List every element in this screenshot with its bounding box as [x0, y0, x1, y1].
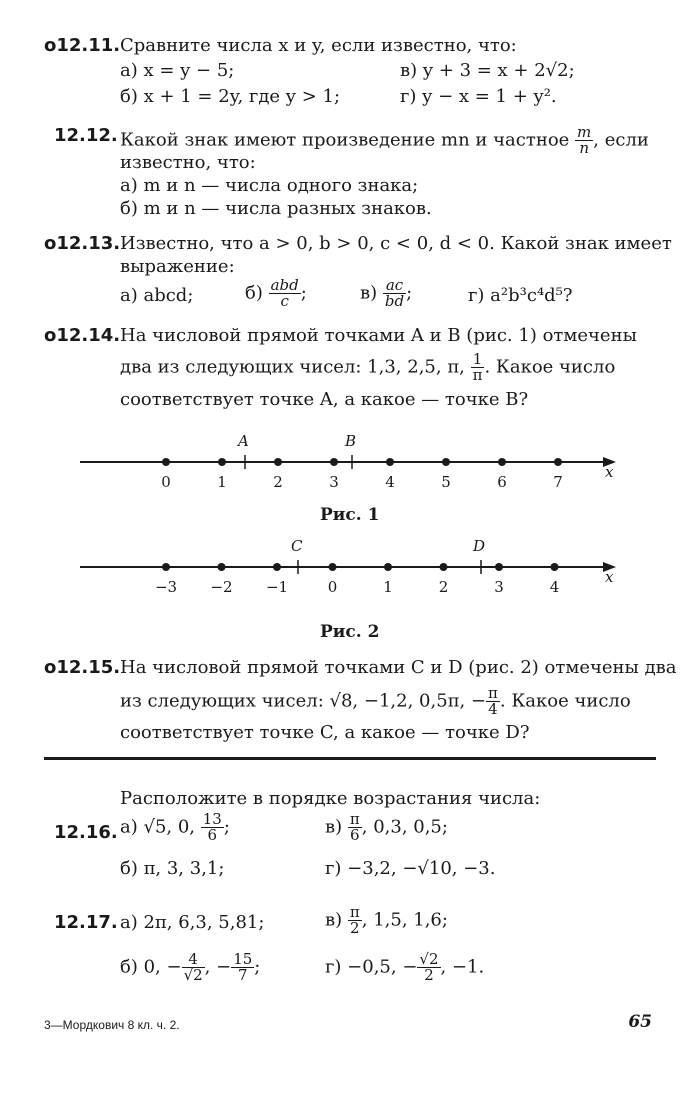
tick-dot — [329, 563, 337, 571]
fraction-sqrt2-2 — [417, 952, 440, 983]
tick-dot — [218, 563, 226, 571]
tick-dot — [162, 563, 170, 571]
problem-number-12-13: о12.13. — [44, 233, 121, 254]
problem-number-12-15: о12.15. — [44, 657, 121, 678]
problem-12-17-v-end: , 1,5, 1,6; — [361, 909, 448, 931]
fraction-numerator: m — [577, 123, 592, 141]
problem-12-17-g-end: , −1. — [440, 956, 485, 978]
fraction-numerator: 1 — [471, 352, 485, 368]
tick-label: −1 — [265, 578, 289, 596]
tick-dot — [554, 458, 562, 466]
tick-label: 4 — [385, 473, 395, 491]
problem-12-16-b: б) π, 3, 3,1; — [120, 858, 225, 879]
figure-2-caption: Рис. 2 — [320, 622, 380, 642]
problem-12-12-text2: известно, что: — [120, 152, 256, 173]
problem-12-11-v: в) y + 3 = x + 2√2; — [400, 60, 575, 81]
footer-note: 3—Мордкович 8 кл. ч. 2. — [44, 1018, 180, 1032]
fraction-1-pi — [471, 352, 485, 383]
fraction-numerator: 15 — [233, 950, 253, 968]
fraction-numerator: ac — [383, 278, 406, 294]
tick-dot — [274, 458, 282, 466]
fraction-4-sqrt2 — [182, 952, 205, 983]
tick-label: −3 — [154, 578, 178, 596]
problem-number-12-11: о12.11. — [44, 35, 121, 56]
tick-label: 1 — [383, 578, 393, 596]
tick-dot — [386, 458, 394, 466]
fraction-pi-4 — [486, 686, 500, 717]
fraction-numerator: 13 — [202, 810, 222, 828]
fraction-m-n — [575, 125, 593, 156]
fraction-denominator: n — [579, 139, 589, 157]
problem-number-12-12: 12.12. — [54, 125, 118, 146]
problem-12-16-a-start: а) √5, 0, — [120, 816, 196, 838]
problem-number-12-16: 12.16. — [54, 822, 118, 843]
fraction-pi-6 — [348, 812, 362, 843]
tick-dot — [495, 563, 503, 571]
fraction-denominator: 7 — [237, 966, 248, 984]
fraction-13-6 — [201, 812, 224, 843]
problem-12-13-g: г) a²b³c⁴d⁵? — [468, 285, 573, 306]
problem-12-14-text2-start: два из следующих чисел: 1,3, 2,5, π, — [120, 356, 465, 378]
problem-12-12-a: а) m и n — числа одного знака; — [120, 175, 419, 196]
problem-12-13-v: в) $\frac{ac}{bd}$ ; — [360, 276, 413, 310]
tick-label: 2 — [438, 578, 449, 596]
tick-label: 0 — [327, 578, 338, 596]
problem-12-12-text-start: Какой знак имеют произведение mn и частное — [120, 129, 570, 151]
tick-label: 3 — [329, 473, 339, 491]
problem-12-13-text: Известно, что a > 0, b > 0, c < 0, d < 0. Какой знак имеет — [120, 233, 672, 254]
problem-12-12-text-end: , если — [593, 129, 649, 151]
problem-12-14-text2-end: . Какое число — [484, 356, 616, 378]
problem-12-12-b: б) m и n — числа разных знаков. — [120, 198, 432, 219]
fraction-ac-bd — [383, 278, 406, 309]
problem-12-13-v-label: в) — [360, 282, 378, 304]
fraction-numerator: 4 — [182, 952, 205, 968]
tick-dot — [551, 563, 559, 571]
fraction-numerator: abd — [270, 276, 299, 294]
fraction-denominator: 6 — [350, 826, 360, 844]
problem-12-11-b: б) x + 1 = 2y, где y > 1; — [120, 86, 341, 107]
fraction-denominator: bd — [384, 292, 405, 310]
fraction-15-7 — [231, 952, 254, 983]
point-d-label: D — [473, 537, 486, 555]
axis-label: x — [605, 463, 614, 481]
problem-12-11-a: а) x = y − 5; — [120, 60, 235, 81]
problem-12-17-g-start: г) −0,5, − — [325, 956, 418, 978]
problem-12-16-v — [325, 812, 448, 843]
tick-dot — [498, 458, 506, 466]
figure-1-caption: Рис. 1 — [320, 505, 380, 525]
problem-12-13-b-label: б) — [245, 282, 263, 304]
tick-dot — [162, 458, 170, 466]
axis-label: x — [605, 568, 614, 586]
problem-12-13-b: б) $\frac{\text{abd}}{c}$ ; — [245, 276, 307, 310]
problem-12-13-text2: выражение: — [120, 256, 235, 277]
problem-number-12-17: 12.17. — [54, 912, 118, 933]
tick-label: −2 — [210, 578, 233, 596]
fraction-numerator: π — [349, 810, 360, 828]
problem-12-17-v-label: в) — [325, 909, 343, 931]
problem-12-15-text2 — [120, 686, 631, 717]
fraction-abd-c — [269, 278, 301, 309]
problem-12-15-text: На числовой прямой точками C и D (рис. 2) отмечены два — [120, 657, 677, 678]
problem-12-16-a: а) √5, 0, $\frac{13}{6}$ ; — [120, 810, 230, 844]
tick-label: 4 — [549, 578, 560, 596]
problem-12-11-text: Сравните числа x и y, если известно, что: — [120, 35, 517, 56]
fraction-denominator: √2 — [183, 966, 203, 984]
fraction-pi-2 — [348, 905, 362, 936]
problem-12-16-g: г) −3,2, −√10, −3. — [325, 858, 496, 879]
problem-12-17-b-start: б) 0, − — [120, 956, 182, 978]
fraction-denominator: 2 — [424, 966, 434, 984]
problem-12-17-v — [325, 905, 448, 936]
problem-12-16-v-end: , 0,3, 0,5; — [361, 816, 448, 838]
problem-12-14-text2 — [120, 352, 615, 383]
fraction-denominator: 4 — [488, 700, 498, 718]
fraction-numerator: π — [349, 903, 360, 921]
number-line-figure-1 — [0, 425, 700, 505]
problem-12-15-text2-end: . Какое число — [499, 690, 631, 712]
problem-12-15-text2-start: из следующих чисел: √8, −1,2, 0,5π, − — [120, 690, 487, 712]
tick-label: 1 — [217, 473, 227, 491]
point-a-label: A — [238, 432, 249, 450]
problem-12-14-text: На числовой прямой точками A и B (рис. 1) отмечены — [120, 325, 637, 346]
problem-12-13-a: а) abcd; — [120, 285, 194, 306]
tick-label: 7 — [553, 473, 563, 491]
problem-12-17-b-end: ; — [254, 956, 261, 978]
problem-12-16-v-label: в) — [325, 816, 343, 838]
tick-dot — [330, 458, 338, 466]
fraction-denominator: 2 — [350, 919, 360, 937]
tick-dot — [440, 563, 448, 571]
problem-12-17-g — [325, 952, 484, 983]
fraction-numerator: √2 — [419, 950, 439, 968]
number-line-figure-2 — [0, 530, 700, 610]
tick-dot — [384, 563, 392, 571]
page-number: 65 — [628, 1012, 652, 1032]
fraction-denominator: π — [472, 366, 483, 384]
problem-12-17-b-mid: , − — [204, 956, 232, 978]
problem-12-11-g: г) y − x = 1 + y². — [400, 86, 557, 107]
problem-12-14-text3: соответствует точке A, а какое — точке B? — [120, 389, 529, 410]
tick-label: 6 — [497, 473, 507, 491]
tick-dot — [273, 563, 281, 571]
tick-label: 5 — [441, 473, 451, 491]
section-divider — [44, 757, 656, 760]
problem-12-17-a: а) 2π, 6,3, 5,81; — [120, 912, 265, 933]
fraction-denominator: 6 — [207, 826, 218, 844]
problem-number-12-14: о12.14. — [44, 325, 121, 346]
section-instruction: Расположите в порядке возрастания числа: — [120, 788, 541, 809]
point-b-label: B — [345, 432, 357, 450]
tick-label: 2 — [273, 473, 283, 491]
tick-dot — [218, 458, 226, 466]
fraction-numerator: π — [488, 684, 498, 702]
tick-label: 0 — [161, 473, 171, 491]
problem-12-15-text3: соответствует точке C, а какое — точке D? — [120, 722, 530, 743]
fraction-denominator: c — [280, 292, 289, 310]
tick-dot — [442, 458, 450, 466]
tick-label: 3 — [494, 578, 504, 596]
problem-12-17-b — [120, 952, 260, 983]
point-c-label: C — [291, 537, 303, 555]
